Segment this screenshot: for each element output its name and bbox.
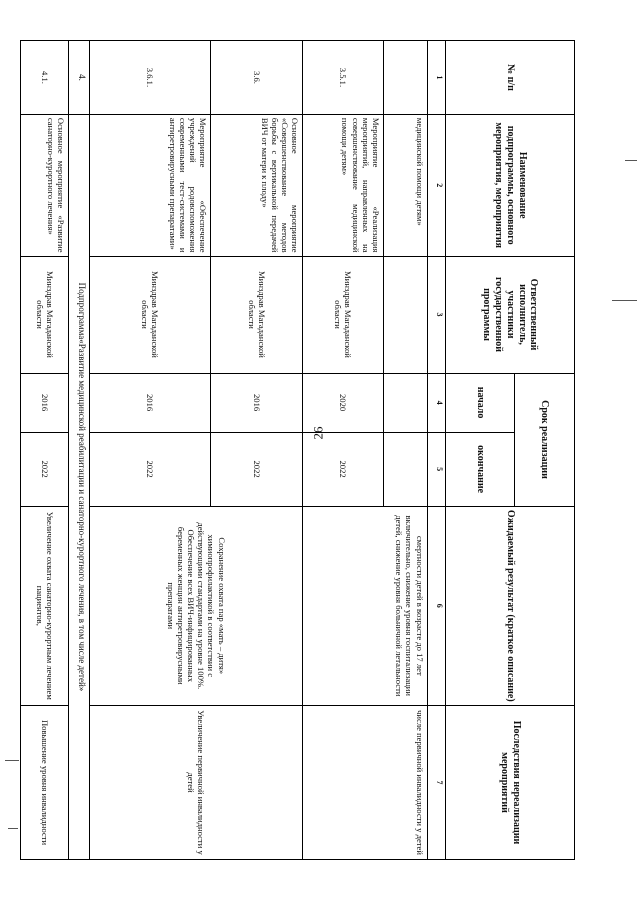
scan-artifact <box>612 300 637 301</box>
row-end: 2022 <box>21 432 69 506</box>
row-start: 2016 <box>90 373 211 432</box>
header-consequence: Последствия нереализации мероприятий <box>446 706 575 860</box>
row-result: Увеличение охвата санаторно-курортным лечением пациентов, <box>21 506 69 706</box>
row-name: Мероприятие «Обеспечение учреждений родовспоможения современными тест-системами и антиретровирусными препаратами» <box>90 114 211 256</box>
col-number: 2 <box>427 114 445 256</box>
row-executor: Минздрав Магаданской области <box>303 256 384 373</box>
row-result: смертности детей в возрасте до 17 лет включительно, снижение уровня госпитализации детей, снижение уровня больничной летальности <box>303 506 427 706</box>
row-name: Основное мероприятие «Совершенствование методов борьбы с вертикальной передачей ВИЧ от матери к плоду» <box>211 114 303 256</box>
header-end: окончание <box>446 432 515 506</box>
row-end: 2022 <box>303 432 384 506</box>
row-executor: Минздрав Магаданской области <box>211 256 303 373</box>
col-number: 5 <box>427 432 445 506</box>
row-result: Сохранение охвата пар «мать – дитя» химиопрофилактикой в соответствии с действующими стандартами на уровне 100%. Обеспечение всех ВИЧ-инфицированных беременных женщин антиретровирусными препаратами <box>90 506 303 706</box>
row-name: Основное мероприятие «Развитие санаторно-курортного лечения» <box>21 114 69 256</box>
row-end: 2022 <box>90 432 211 506</box>
header-executor: Ответственный исполнитель, участники государственной программы <box>446 256 575 373</box>
row-executor: Минздрав Магаданской области <box>90 256 211 373</box>
col-number: 7 <box>427 706 445 860</box>
scan-artifact <box>8 828 18 829</box>
row-executor: Минздрав Магаданской области <box>21 256 69 373</box>
row-name: Мероприятие «Реализация мероприятий, направленных на совершенствование медицинской помощи детям» <box>303 114 384 256</box>
table-row <box>383 41 427 860</box>
header-name: Наименование подпрограммы, основного мероприятия, мероприятия <box>446 114 575 256</box>
header-result: Ожидаемый результат (краткое описание) <box>446 506 575 706</box>
header-period: Срок реализации <box>515 373 575 506</box>
row-start: 2020 <box>303 373 384 432</box>
col-number: 4 <box>427 373 445 432</box>
scan-artifact <box>5 760 19 761</box>
row-num: 3.5.1. <box>303 41 384 115</box>
row-num: 3.6.1. <box>90 41 211 115</box>
row-consequence: числе первичной инвалидности у детей <box>303 706 427 860</box>
row-name: медицинской помощи детям» <box>383 114 427 256</box>
row-consequence: Повышение уровня инвалидности <box>21 706 69 860</box>
page-number: 26 <box>310 426 326 440</box>
document-table-container <box>20 40 575 860</box>
row-end: 2022 <box>211 432 303 506</box>
row-start: 2016 <box>21 373 69 432</box>
table-row <box>211 41 303 860</box>
col-number: 6 <box>427 506 445 706</box>
subprogram-title: Подпрограмма«Развитие медицинской реабилитации и санаторно-курортного лечения, в том числе детей» <box>69 114 90 859</box>
col-number: 1 <box>427 41 445 115</box>
row-start: 2016 <box>211 373 303 432</box>
table-row <box>21 41 69 860</box>
row-consequence: Увеличение первичной инвалидности у детей <box>90 706 303 860</box>
subprogram-row <box>69 41 90 860</box>
subprogram-num: 4. <box>69 41 90 115</box>
row-num: 4.1. <box>21 41 69 115</box>
row-num: 3.6. <box>211 41 303 115</box>
scan-artifact <box>625 160 637 161</box>
program-activities-table <box>20 40 575 860</box>
header-start: начало <box>446 373 515 432</box>
col-number: 3 <box>427 256 445 373</box>
header-num: № п/п <box>446 41 575 115</box>
